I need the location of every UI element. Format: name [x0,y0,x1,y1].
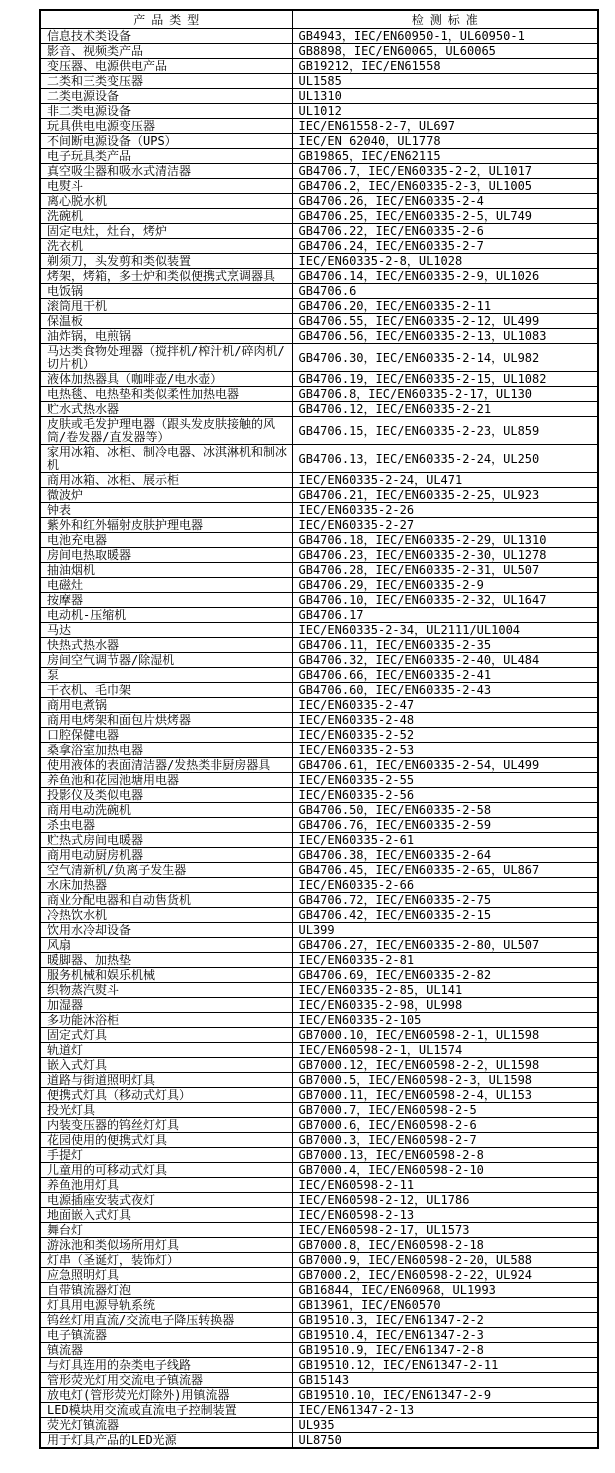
standard-cell: GB19510.12，IEC/EN61347-2-11 [292,1358,598,1373]
standard-cell: GB7000.10，IEC/EN60598-2-1，UL1598 [292,1028,598,1043]
product-type-cell: 电池充电器 [40,533,292,548]
standards-table-body [40,29,598,1449]
table-row [40,863,598,878]
standard-cell: GB16844，IEC/EN60968，UL1993 [292,1283,598,1298]
table-row [40,788,598,803]
standard-cell: GB4706.42，IEC/EN60335-2-15 [292,908,598,923]
product-type-cell: 镇流器 [40,1343,292,1358]
standard-cell: GB4706.29，IEC/EN60335-2-9 [292,578,598,593]
product-type-cell: 手提灯 [40,1148,292,1163]
standard-cell: GB19510.10，IEC/EN61347-2-9 [292,1388,598,1403]
standard-cell: GB4706.18，IEC/EN60335-2-29，UL1310 [292,533,598,548]
standard-cell: GB7000.9，IEC/EN60598-2-20，UL588 [292,1253,598,1268]
table-row [40,1133,598,1148]
product-type-cell: 道路与街道照明灯具 [40,1073,292,1088]
product-type-cell: 烤架，烤箱，多士炉和类似便携式烹调器具 [40,269,292,284]
standard-cell: GB4706.38，IEC/EN60335-2-64 [292,848,598,863]
standard-cell: UL1585 [292,74,598,89]
table-row [40,908,598,923]
product-type-cell: 不间断电源设备（UPS） [40,134,292,149]
table-row [40,1223,598,1238]
product-type-cell: 房间电热取暖器 [40,548,292,563]
standard-cell: IEC/EN60335-2-56 [292,788,598,803]
table-row [40,1073,598,1088]
standard-cell: GB19212，IEC/EN61558 [292,59,598,74]
table-row [40,968,598,983]
product-type-cell: 舞台灯 [40,1223,292,1238]
product-type-cell: 钟表 [40,503,292,518]
product-type-cell: 便携式灯具（移动式灯具） [40,1088,292,1103]
standard-cell: IEC/EN60335-2-61 [292,833,598,848]
product-type-cell: 家用冰箱、冰柜、制冷电器、冰淇淋机和制冰机 [40,445,292,473]
standard-cell: GB7000.8，IEC/EN60598-2-18 [292,1238,598,1253]
standard-cell: GB4706.56，IEC/EN60335-2-13，UL1083 [292,329,598,344]
standard-cell: IEC/EN60335-2-8，UL1028 [292,254,598,269]
table-row [40,533,598,548]
table-row [40,683,598,698]
table-row [40,1163,598,1178]
table-row [40,893,598,908]
product-type-cell: 暖脚器、加热垫 [40,953,292,968]
standard-cell: GB4706.26，IEC/EN60335-2-4 [292,194,598,209]
product-type-cell: 房间空气调节器/除湿机 [40,653,292,668]
product-type-cell: 商用电动厨房机器 [40,848,292,863]
product-type-cell: 电子玩具类产品 [40,149,292,164]
table-row [40,1088,598,1103]
standard-cell: GB4706.22，IEC/EN60335-2-6 [292,224,598,239]
table-row [40,1298,598,1313]
table-row [40,1328,598,1343]
table-row [40,239,598,254]
product-type-cell: 饮用水冷却设备 [40,923,292,938]
standard-cell: IEC/EN60335-2-52 [292,728,598,743]
standard-cell: GB4706.66，IEC/EN60335-2-41 [292,668,598,683]
standard-cell: GB4706.30，IEC/EN60335-2-14，UL982 [292,344,598,372]
table-row [40,1268,598,1283]
product-type-cell: 轨道灯 [40,1043,292,1058]
table-row [40,1058,598,1073]
product-type-cell: 灯具用电源导轨系统 [40,1298,292,1313]
standard-cell: GB4706.45，IEC/EN60335-2-65，UL867 [292,863,598,878]
table-row [40,668,598,683]
standard-cell: IEC/EN60335-2-34，UL2111/UL1004 [292,623,598,638]
product-type-cell: 养鱼池用灯具 [40,1178,292,1193]
product-type-cell: 养鱼池和花园池塘用电器 [40,773,292,788]
standard-cell: GB19510.3，IEC/EN61347-2-2 [292,1313,598,1328]
table-row [40,445,598,473]
table-row [40,372,598,387]
standard-cell: GB4706.61，IEC/EN60335-2-54，UL499 [292,758,598,773]
table-row [40,983,598,998]
standard-cell: GB4706.15，IEC/EN60335-2-23，UL859 [292,417,598,445]
table-row [40,134,598,149]
product-type-cell: 风扇 [40,938,292,953]
standard-cell: GB4706.72，IEC/EN60335-2-75 [292,893,598,908]
product-type-cell: 微波炉 [40,488,292,503]
standard-cell: GB7000.7，IEC/EN60598-2-5 [292,1103,598,1118]
product-type-cell: 水床加热器 [40,878,292,893]
product-type-cell: 电子镇流器 [40,1328,292,1343]
standard-cell: IEC/EN60598-2-12，UL1786 [292,1193,598,1208]
product-type-cell: 嵌入式灯具 [40,1058,292,1073]
table-row [40,938,598,953]
table-row [40,563,598,578]
standard-cell: UL399 [292,923,598,938]
table-row [40,194,598,209]
table-row [40,833,598,848]
product-type-cell: 多功能沐浴柜 [40,1013,292,1028]
product-type-cell: 灯串（圣诞灯，装饰灯） [40,1253,292,1268]
table-row [40,284,598,299]
standard-cell: GB4706.23，IEC/EN60335-2-30，UL1278 [292,548,598,563]
standard-cell: IEC/EN60598-2-13 [292,1208,598,1223]
product-type-cell: 钨丝灯用直流/交流电子降压转换器 [40,1313,292,1328]
table-row [40,953,598,968]
table-row [40,387,598,402]
standard-cell: GB19510.9，IEC/EN61347-2-8 [292,1343,598,1358]
standard-cell: IEC/EN60335-2-55 [292,773,598,788]
product-type-cell: 影音、视频类产品 [40,44,292,59]
product-type-cell: 放电灯(管形荧光灯除外)用镇流器 [40,1388,292,1403]
table-row [40,44,598,59]
product-type-cell: 与灯具连用的杂类电子线路 [40,1358,292,1373]
product-type-cell: 商用电煮锅 [40,698,292,713]
standard-cell: GB7000.2，IEC/EN60598-2-22，UL924 [292,1268,598,1283]
table-row [40,1388,598,1403]
table-row [40,803,598,818]
standard-cell: IEC/EN60598-2-11 [292,1178,598,1193]
product-type-cell: 快热式热水器 [40,638,292,653]
standard-cell: GB4706.55，IEC/EN60335-2-12，UL499 [292,314,598,329]
product-type-cell: 花园使用的便携式灯具 [40,1133,292,1148]
table-row [40,1208,598,1223]
product-type-cell: 泵 [40,668,292,683]
table-row [40,1253,598,1268]
standard-cell: GB4706.32，IEC/EN60335-2-40，UL484 [292,653,598,668]
product-type-cell: 服务机械和娱乐机械 [40,968,292,983]
product-type-cell: 滚筒甩干机 [40,299,292,314]
standard-cell: GB7000.4，IEC/EN60598-2-10 [292,1163,598,1178]
table-row [40,923,598,938]
product-type-cell: 紫外和红外辐射皮肤护理电器 [40,518,292,533]
table-row [40,329,598,344]
table-row [40,1043,598,1058]
standard-cell: GB4706.14，IEC/EN60335-2-9，UL1026 [292,269,598,284]
table-row [40,254,598,269]
product-type-cell: LED模块用交流或直流电子控制装置 [40,1403,292,1418]
product-type-cell: 商用冰箱、冰柜、展示柜 [40,473,292,488]
standard-cell: IEC/EN60335-2-85，UL141 [292,983,598,998]
standard-cell: GB19865，IEC/EN62115 [292,149,598,164]
product-type-cell: 投光灯具 [40,1103,292,1118]
product-type-cell: 洗衣机 [40,239,292,254]
standard-cell: GB13961，IEC/EN60570 [292,1298,598,1313]
table-row [40,1193,598,1208]
standard-cell: IEC/EN61558-2-7，UL697 [292,119,598,134]
table-row [40,164,598,179]
standard-cell: GB4706.11，IEC/EN60335-2-35 [292,638,598,653]
product-type-cell: 电饭锅 [40,284,292,299]
table-row [40,417,598,445]
table-row [40,29,598,44]
table-row [40,848,598,863]
table-row [40,593,598,608]
standard-cell: GB4706.12，IEC/EN60335-2-21 [292,402,598,417]
table-row [40,299,598,314]
product-type-cell: 变压器、电源供电产品 [40,59,292,74]
standard-cell: UL935 [292,1418,598,1433]
table-row [40,713,598,728]
table-row [40,1238,598,1253]
product-type-cell: 织物蒸汽熨斗 [40,983,292,998]
standard-cell: GB4706.50，IEC/EN60335-2-58 [292,803,598,818]
table-row [40,402,598,417]
product-type-cell: 地面嵌入式灯具 [40,1208,292,1223]
standard-cell: GB4706.10，IEC/EN60335-2-32，UL1647 [292,593,598,608]
product-type-cell: 商用电烤架和面包片烘烤器 [40,713,292,728]
table-row [40,758,598,773]
standard-cell: GB4706.28，IEC/EN60335-2-31，UL507 [292,563,598,578]
table-row [40,314,598,329]
table-row [40,623,598,638]
standard-cell: GB4706.8，IEC/EN60335-2-17，UL130 [292,387,598,402]
standard-cell: IEC/EN 62040，UL1778 [292,134,598,149]
product-type-cell: 电磁灶 [40,578,292,593]
table-row [40,224,598,239]
table-row [40,818,598,833]
product-type-cell: 自带镇流器灯泡 [40,1283,292,1298]
product-type-cell: 儿童用的可移动式灯具 [40,1163,292,1178]
table-row [40,698,598,713]
product-type-cell: 皮肤或毛发护理电器（跟头发皮肤接触的风筒/卷发器/直发器等） [40,417,292,445]
product-type-header: 产品类型 [40,10,292,29]
standard-cell: IEC/EN61347-2-13 [292,1403,598,1418]
standard-cell: IEC/EN60335-2-81 [292,953,598,968]
product-type-cell: 马达类食物处理器（搅拌机/榨汁机/碎肉机/切片机） [40,344,292,372]
product-type-cell: 应急照明灯具 [40,1268,292,1283]
table-row [40,473,598,488]
product-type-cell: 电热毯、电热垫和类似柔性加热电器 [40,387,292,402]
standard-cell: IEC/EN60335-2-26 [292,503,598,518]
product-type-cell: 固定式灯具 [40,1028,292,1043]
table-row [40,149,598,164]
product-type-cell: 非二类电源设备 [40,104,292,119]
product-type-cell: 液体加热器具（咖啡壶/电水壶） [40,372,292,387]
standard-cell: GB4706.24，IEC/EN60335-2-7 [292,239,598,254]
product-type-cell: 游泳池和类似场所用灯具 [40,1238,292,1253]
table-row [40,1178,598,1193]
product-type-cell: 二类电源设备 [40,89,292,104]
table-row [40,743,598,758]
table-row [40,1403,598,1418]
table-row [40,638,598,653]
product-type-cell: 杀虫电器 [40,818,292,833]
table-row [40,503,598,518]
standards-table-container [39,9,599,1449]
table-row [40,548,598,563]
standard-cell: IEC/EN60335-2-27 [292,518,598,533]
standard-cell: GB4706.13，IEC/EN60335-2-24，UL250 [292,445,598,473]
table-row [40,1118,598,1133]
product-type-cell: 电熨斗 [40,179,292,194]
standard-cell: GB4943，IEC/EN60950-1，UL60950-1 [292,29,598,44]
standard-cell: IEC/EN60335-2-24，UL471 [292,473,598,488]
product-type-cell: 贮水式热水器 [40,402,292,417]
table-row [40,653,598,668]
table-row [40,89,598,104]
product-type-cell: 干衣机、毛巾架 [40,683,292,698]
product-type-cell: 玩具供电电源变压器 [40,119,292,134]
product-type-cell: 桑拿浴室加热电器 [40,743,292,758]
standard-header: 检测标准 [292,10,598,29]
standard-cell: UL8750 [292,1433,598,1449]
product-type-cell: 空气清新机/负离子发生器 [40,863,292,878]
standard-cell: IEC/EN60598-2-17，UL1573 [292,1223,598,1238]
table-row [40,179,598,194]
standard-cell: IEC/EN60335-2-47 [292,698,598,713]
table-row [40,59,598,74]
table-row [40,488,598,503]
standard-cell: UL1012 [292,104,598,119]
product-type-cell: 二类和三类变压器 [40,74,292,89]
table-row [40,998,598,1013]
product-type-cell: 投影仪及类似电器 [40,788,292,803]
table-row [40,1418,598,1433]
product-type-cell: 抽油烟机 [40,563,292,578]
standard-cell: IEC/EN60335-2-105 [292,1013,598,1028]
product-type-cell: 电动机-压缩机 [40,608,292,623]
product-type-cell: 管形荧光灯用交流电子镇流器 [40,1373,292,1388]
table-row [40,104,598,119]
standard-cell: GB7000.11，IEC/EN60598-2-4，UL153 [292,1088,598,1103]
table-row [40,269,598,284]
table-row [40,209,598,224]
product-type-cell: 使用液体的表面清洁器/发热类非厨房器具 [40,758,292,773]
table-row [40,878,598,893]
table-row [40,1433,598,1449]
product-type-cell: 口腔保健电器 [40,728,292,743]
standard-cell: GB7000.13，IEC/EN60598-2-8 [292,1148,598,1163]
product-type-cell: 内装变压器的钨丝灯灯具 [40,1118,292,1133]
table-row [40,578,598,593]
standard-cell: GB4706.2，IEC/EN60335-2-3，UL1005 [292,179,598,194]
product-type-cell: 离心脱水机 [40,194,292,209]
table-row [40,773,598,788]
table-row [40,1148,598,1163]
table-row [40,119,598,134]
standard-cell: GB4706.27，IEC/EN60335-2-80，UL507 [292,938,598,953]
standard-cell: GB4706.6 [292,284,598,299]
standard-cell: GB19510.4，IEC/EN61347-2-3 [292,1328,598,1343]
standard-cell: GB4706.20，IEC/EN60335-2-11 [292,299,598,314]
product-type-cell: 冷热饮水机 [40,908,292,923]
table-row [40,1373,598,1388]
table-row [40,728,598,743]
standard-cell: GB4706.17 [292,608,598,623]
standard-cell: GB7000.12，IEC/EN60598-2-2，UL1598 [292,1058,598,1073]
product-type-cell: 洗碗机 [40,209,292,224]
product-type-cell: 剃须刀，头发剪和类似装置 [40,254,292,269]
standard-cell: GB4706.21，IEC/EN60335-2-25，UL923 [292,488,598,503]
standard-cell: IEC/EN60335-2-53 [292,743,598,758]
header-row [40,10,598,29]
product-type-cell: 加湿器 [40,998,292,1013]
standard-cell: GB7000.5，IEC/EN60598-2-3，UL1598 [292,1073,598,1088]
standard-cell: IEC/EN60335-2-98，UL998 [292,998,598,1013]
standard-cell: GB8898，IEC/EN60065，UL60065 [292,44,598,59]
standard-cell: GB4706.25，IEC/EN60335-2-5，UL749 [292,209,598,224]
table-row [40,608,598,623]
table-row [40,1343,598,1358]
table-row [40,518,598,533]
product-type-cell: 电源插座安装式夜灯 [40,1193,292,1208]
standard-cell: IEC/EN60598-2-1，UL1574 [292,1043,598,1058]
standard-cell: GB4706.19，IEC/EN60335-2-15，UL1082 [292,372,598,387]
standard-cell: GB4706.60，IEC/EN60335-2-43 [292,683,598,698]
table-row [40,1103,598,1118]
table-row [40,1028,598,1043]
product-type-cell: 荧光灯镇流器 [40,1418,292,1433]
product-type-cell: 真空吸尘器和吸水式清洁器 [40,164,292,179]
standards-table [39,9,599,1449]
standard-cell: IEC/EN60335-2-66 [292,878,598,893]
standard-cell: GB7000.3，IEC/EN60598-2-7 [292,1133,598,1148]
table-row [40,1283,598,1298]
table-row [40,1013,598,1028]
product-type-cell: 商用电动洗碗机 [40,803,292,818]
standard-cell: UL1310 [292,89,598,104]
product-type-cell: 保温板 [40,314,292,329]
table-row [40,1358,598,1373]
product-type-cell: 固定电灶，灶台，烤炉 [40,224,292,239]
product-type-cell: 贮热式房间电暖器 [40,833,292,848]
product-type-cell: 油炸锅，电煎锅 [40,329,292,344]
table-row [40,74,598,89]
product-type-cell: 按摩器 [40,593,292,608]
product-type-cell: 信息技术类设备 [40,29,292,44]
standard-cell: GB4706.7，IEC/EN60335-2-2，UL1017 [292,164,598,179]
standard-cell: IEC/EN60335-2-48 [292,713,598,728]
standard-cell: GB4706.76，IEC/EN60335-2-59 [292,818,598,833]
table-row [40,1313,598,1328]
product-type-cell: 用于灯具产品的LED光源 [40,1433,292,1449]
standard-cell: GB7000.6，IEC/EN60598-2-6 [292,1118,598,1133]
product-type-cell: 商业分配电器和自动售货机 [40,893,292,908]
standard-cell: GB4706.69，IEC/EN60335-2-82 [292,968,598,983]
product-type-cell: 马达 [40,623,292,638]
standard-cell: GB15143 [292,1373,598,1388]
table-row [40,344,598,372]
